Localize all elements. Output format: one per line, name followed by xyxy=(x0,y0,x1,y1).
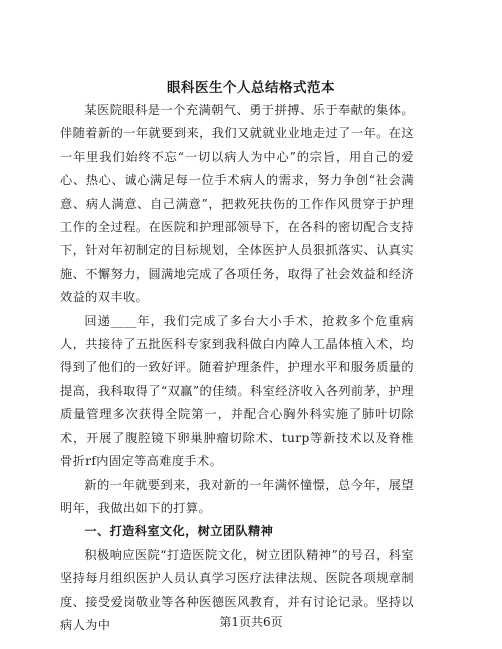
paragraph-plan: 新的一年就要到来，我对新的一年满怀憧憬，总今年，展望明年，我做出如下的打算。 xyxy=(60,477,414,515)
page-number-footer: 第1页共6页 xyxy=(219,615,283,629)
document-title: 眼科医生个人总结格式范本 xyxy=(167,80,335,96)
section-heading-1: 一、打造科室文化，树立团队精神 xyxy=(84,524,274,539)
paragraph-review: 回递____年，我们完成了多台大小手术，抢救多个危重病人，共接待了五批医科专家到我科做白内障人工晶体植入术，均得到了他们的一致好评。随着护理条件，护理水平和服务质量的提高，我科取得了“双赢”的佳绩。科室经济收入各列前茅，护理质量管理多次获得全院第一，并配合心胸外科实施了肺叶切除术，开展了腹腔镜下卵巢肿瘤切除术、turp等新技术以及脊椎骨折rf内固定等高难度手术。 xyxy=(60,313,414,469)
paragraph-intro: 某医院眼科是一个充满朝气、勇于拼搏、乐于奉献的集体。伴随着新的一年就要到来，我们又就就业业地走过了一年。在这一年里我们始终不忘“一切以病人为中心”的宗旨，用自己的爱心、热心、诚心满足每一位手术病人的需求，努力争创“社会满意、病人满意、自己满意”，把救死扶伤的工作作风贯穿于护理工作的全过程。在医院和护理部领导下，在各科的密切配合支持下，针对年初制定的目标规划，全体医护人员狠抓落实、认真实施、不懈努力，圆满地完成了各项任务，取得了社会效益和经济效益的双丰收。 xyxy=(60,103,414,305)
paragraph-culture: 积极响应医院“打造医院文化，树立团队精神”的号召，科室坚持每月组织医护人员认真学习医疗法律法规、医院各项规章制度、接受爱岗敬业等各种医德医风教育，并有讨论记录。坚持以病人为中 xyxy=(60,547,414,632)
document-body xyxy=(60,99,414,637)
